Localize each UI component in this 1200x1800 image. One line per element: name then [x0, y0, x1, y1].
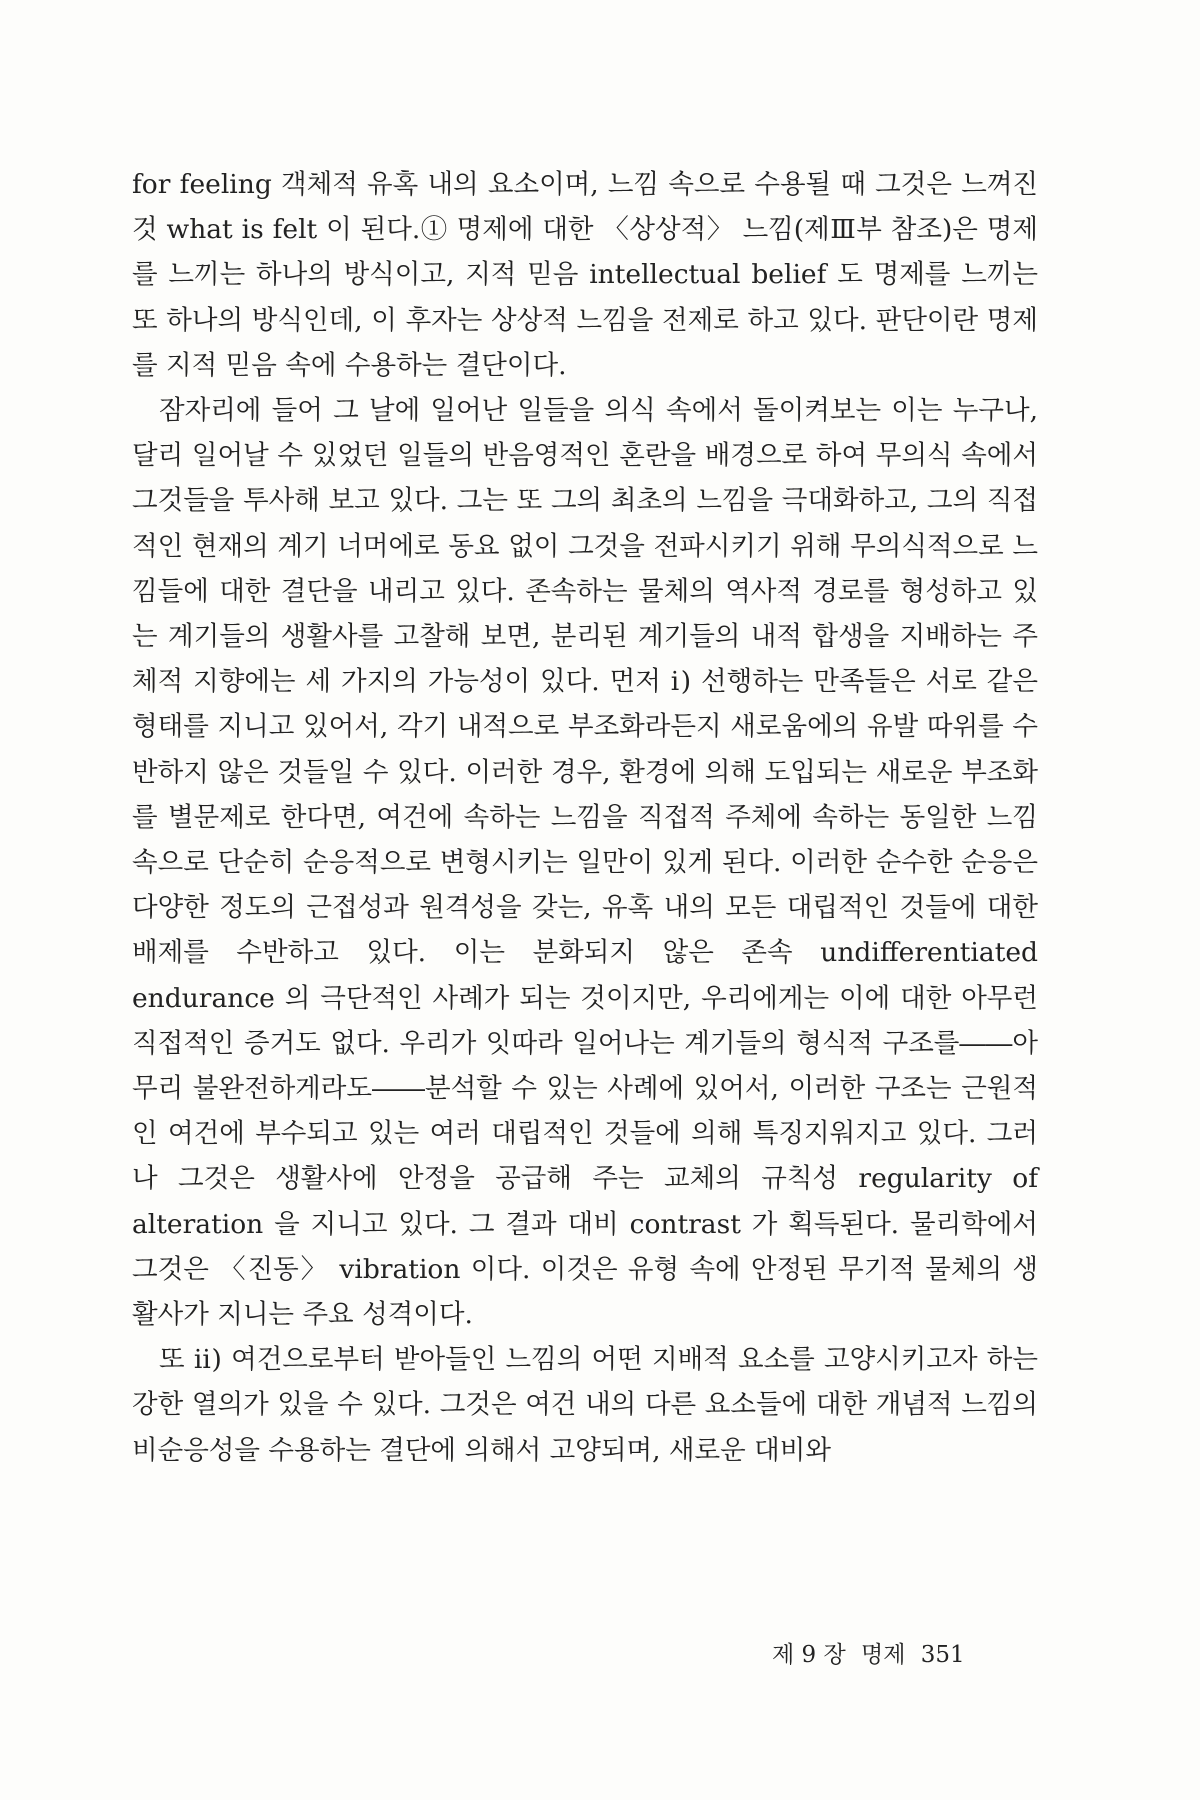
- paragraph-2: 잠자리에 들어 그 날에 일어난 일들을 의식 속에서 돌이켜보는 이는 누구나, 달리 일어날 수 있었던 일들의 반음영적인 혼란을 배경으로 하여 무의식 속에서 그것들을 투사해 보고 있다. 그는 또 그의 최초의 느낌을 극대화하고, 그의 직접적인 현재의 계기 너머에로 동요 없이 그것을 전파시키기 위해 무의식적으로 느낌들에 대한 결단을 내리고 있다. 존속하는 물체의 역사적 경로를 형성하고 있는 계기들의 생활사를 고찰해 보면, 분리된 계기들의 내적 합생을 지배하는 주체적 지향에는 세 가지의 가능성이 있다. 먼저 ⅰ) 선행하는 만족들은 서로 같은 형태를 지니고 있어서, 각기 내적으로 부조화라든지 새로움에의 유발 따위를 수반하지 않은 것들일 수 있다. 이러한 경우, 환경에 의해 도입되는 새로운 부조화를 별문제로 한다면, 여건에 속하는 느낌을 직접적 주체에 속하는 동일한 느낌 속으로 단순히 순응적으로 변형시키는 일만이 있게 된다. 이러한 순수한 순응은 다양한 정도의 근접성과 원격성을 갖는, 유혹 내의 모든 대립적인 것들에 대한 배제를 수반하고 있다. 이는 분화되지 않은 존속 undifferentiated endurance 의 극단적인 사례가 되는 것이지만, 우리에게는 이에 대한 아무런 직접적인 증거도 없다. 우리가 잇따라 일어나는 계기들의 형식적 구조를――아무리 불완전하게라도――분석할 수 있는 사례에 있어서, 이러한 구조는 근원적인 여건에 부수되고 있는 여러 대립적인 것들에 의해 특징지워지고 있다. 그러나 그것은 생활사에 안정을 공급해 주는 교체의 규칙성 regularity of alteration 을 지니고 있다. 그 결과 대비 contrast 가 획득된다. 물리학에서 그것은 〈진동〉 vibration 이다. 이것은 유형 속에 안정된 무기적 물체의 생활사가 지니는 주요 성격이다.: [132, 395, 1038, 1331]
- paragraph-1: for feeling 객체적 유혹 내의 요소이며, 느낌 속으로 수용될 때 그것은 느껴진 것 what is felt 이 된다.① 명제에 대한 〈상상적〉 느낌(제Ⅲ부 참조)은 명제를 느끼는 하나의 방식이고, 지적 믿음 intellectual belief 도 명제를 느끼는 또 하나의 방식인데, 이 후자는 상상적 느낌을 전제로 하고 있다. 판단이란 명제를 지적 믿음 속에 수용하는 결단이다.: [132, 169, 1038, 381]
- page-footer: [772, 1636, 965, 1669]
- page-number: 351: [920, 1642, 965, 1668]
- paragraph-3: 또 ⅱ) 여건으로부터 받아들인 느낌의 어떤 지배적 요소를 고양시키고자 하는 강한 열의가 있을 수 있다. 그것은 여건 내의 다른 요소들에 대한 개념적 느낌의 비순응성을 수용하는 결단에 의해서 고양되며, 새로운 대비와: [132, 1344, 1038, 1466]
- chapter-label: 제 9 장: [772, 1642, 846, 1668]
- chapter-title: 명제: [861, 1642, 906, 1668]
- body-text: [132, 162, 1038, 1473]
